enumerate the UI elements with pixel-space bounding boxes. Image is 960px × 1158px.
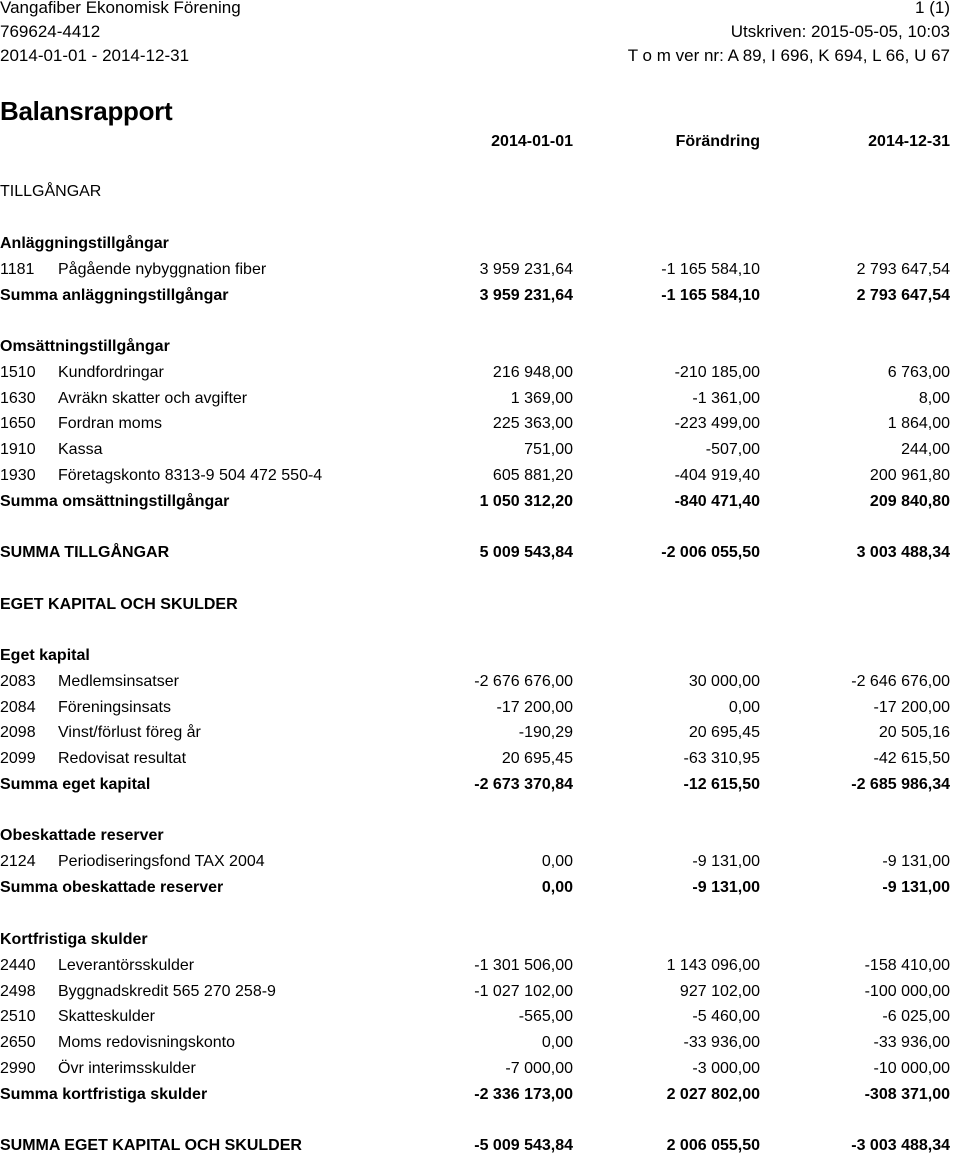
account-number: 2990	[0, 1060, 36, 1077]
value-opening: 751,00	[524, 441, 573, 458]
value-opening: -565,00	[518, 1008, 573, 1025]
value-closing: 20 505,16	[878, 724, 950, 741]
account-number: 2510	[0, 1008, 36, 1025]
sum-label: Summa obeskattade reserver	[0, 879, 224, 896]
value-change: 2 006 055,50	[666, 1137, 760, 1154]
value-change: 2 027 802,00	[666, 1086, 760, 1103]
account-number: 2098	[0, 724, 36, 741]
section-heading-liabilities	[0, 593, 960, 617]
value-closing: 244,00	[901, 441, 950, 458]
sum-label: Summa eget kapital	[0, 776, 151, 793]
group-heading-label: Eget kapital	[0, 647, 90, 664]
account-name: Pågående nybyggnation fiber	[58, 261, 267, 278]
group-heading-short-term-liabilities	[0, 928, 960, 952]
value-closing: -9 131,00	[882, 853, 950, 870]
value-closing: -3 003 488,34	[851, 1137, 950, 1154]
value-opening: -7 000,00	[505, 1060, 573, 1077]
account-name: Avräkn skatter och avgifter	[58, 390, 248, 407]
account-number: 2099	[0, 750, 36, 767]
table-row	[0, 696, 960, 720]
value-change: -63 310,95	[683, 750, 760, 767]
section-heading-label: EGET KAPITAL OCH SKULDER	[0, 596, 238, 613]
value-closing: -308 371,00	[864, 1086, 950, 1103]
column-header-opening: 2014-01-01	[491, 133, 573, 150]
sum-row	[0, 876, 960, 900]
value-closing: -100 000,00	[864, 983, 950, 1000]
account-name: Medlemsinsatser	[58, 673, 179, 690]
value-opening: 3 959 231,64	[479, 261, 573, 278]
value-opening: 216 948,00	[492, 364, 573, 381]
value-change: -9 131,00	[692, 879, 760, 896]
account-number: 2083	[0, 673, 36, 690]
version-info: T o m ver nr: A 89, I 696, K 694, L 66, U 67	[627, 46, 950, 65]
table-row	[0, 361, 960, 385]
org-name: Vangafiber Ekonomisk Förening	[0, 0, 241, 17]
account-number: 1930	[0, 467, 36, 484]
value-change: -3 000,00	[692, 1060, 760, 1077]
printed-date: Utskriven: 2015-05-05, 10:03	[730, 22, 950, 41]
value-opening: -5 009 543,84	[474, 1137, 573, 1154]
table-row	[0, 464, 960, 488]
value-change: 0,00	[728, 699, 760, 716]
account-name: Redovisat resultat	[58, 750, 187, 767]
value-change: -1 165 584,10	[661, 261, 760, 278]
value-change: -9 131,00	[692, 853, 760, 870]
value-opening: 0,00	[541, 879, 573, 896]
account-name: Byggnadskredit 565 270 258-9	[58, 983, 276, 1000]
group-heading-untaxed-reserves	[0, 824, 960, 848]
value-closing: -158 410,00	[864, 957, 950, 974]
account-number: 1650	[0, 415, 36, 432]
value-change: -5 460,00	[692, 1008, 760, 1025]
account-name: Leverantörsskulder	[58, 957, 195, 974]
org-number: 769624-4412	[0, 22, 101, 41]
account-name: Föreningsinsats	[58, 699, 171, 716]
value-opening: 5 009 543,84	[479, 544, 573, 561]
value-change: -33 936,00	[683, 1034, 760, 1051]
value-closing: -9 131,00	[882, 879, 950, 896]
value-change: -210 185,00	[674, 364, 760, 381]
total-row-liabilities	[0, 1134, 960, 1158]
table-row	[0, 258, 960, 282]
value-opening: 0,00	[541, 1034, 573, 1051]
sum-row	[0, 773, 960, 797]
value-opening: 1 369,00	[510, 390, 573, 407]
value-change: -1 165 584,10	[661, 287, 760, 304]
table-row	[0, 980, 960, 1004]
value-opening: -17 200,00	[496, 699, 573, 716]
value-change: 20 695,45	[688, 724, 760, 741]
account-name: Fordran moms	[58, 415, 163, 432]
table-row	[0, 1005, 960, 1029]
value-closing: 200 961,80	[869, 467, 950, 484]
table-row	[0, 412, 960, 436]
value-change: -2 006 055,50	[661, 544, 760, 561]
value-closing: 8,00	[918, 390, 950, 407]
value-closing: 1 864,00	[887, 415, 950, 432]
account-name: Skatteskulder	[58, 1008, 155, 1025]
value-opening: -1 027 102,00	[474, 983, 573, 1000]
column-header-closing: 2014-12-31	[868, 133, 950, 150]
table-row	[0, 438, 960, 462]
value-opening: -2 336 173,00	[474, 1086, 573, 1103]
section-heading-assets	[0, 180, 960, 204]
section-heading-label: TILLGÅNGAR	[0, 183, 102, 200]
column-headers	[0, 130, 960, 154]
value-opening: 1 050 312,20	[479, 493, 573, 510]
value-change: -404 919,40	[674, 467, 760, 484]
value-closing: 2 793 647,54	[856, 287, 950, 304]
table-row	[0, 721, 960, 745]
value-closing: -2 685 986,34	[851, 776, 950, 793]
account-number: 1910	[0, 441, 36, 458]
value-change: -1 361,00	[692, 390, 760, 407]
value-change: -840 471,40	[674, 493, 760, 510]
sum-label: Summa omsättningstillgångar	[0, 493, 230, 510]
group-heading-label: Anläggningstillgångar	[0, 235, 169, 252]
account-number: 2440	[0, 957, 36, 974]
value-change: 927 102,00	[679, 983, 760, 1000]
total-label: SUMMA TILLGÅNGAR	[0, 544, 170, 561]
group-heading-fixed-assets	[0, 232, 960, 256]
value-closing: 209 840,80	[869, 493, 950, 510]
value-closing: -17 200,00	[873, 699, 950, 716]
group-heading-label: Obeskattade reserver	[0, 827, 164, 844]
account-name: Företagskonto 8313-9 504 472 550-4	[58, 467, 323, 484]
account-number: 1181	[0, 261, 35, 278]
value-closing: -2 646 676,00	[851, 673, 950, 690]
value-change: -507,00	[705, 441, 760, 458]
page-number: 1 (1)	[915, 0, 950, 17]
sum-row	[0, 284, 960, 308]
group-heading-current-assets	[0, 335, 960, 359]
value-opening: 605 881,20	[492, 467, 573, 484]
value-closing: -42 615,50	[873, 750, 950, 767]
value-closing: -6 025,00	[882, 1008, 950, 1025]
account-name: Kundfordringar	[58, 364, 164, 381]
account-number: 1510	[0, 364, 36, 381]
account-number: 1630	[0, 390, 36, 407]
table-row	[0, 747, 960, 771]
value-opening: -190,29	[518, 724, 573, 741]
value-closing: 2 793 647,54	[856, 261, 950, 278]
group-heading-equity	[0, 644, 960, 668]
table-row	[0, 850, 960, 874]
value-closing: -33 936,00	[873, 1034, 950, 1051]
account-name: Kassa	[58, 441, 103, 458]
table-row	[0, 670, 960, 694]
sum-label: Summa kortfristiga skulder	[0, 1086, 208, 1103]
account-name: Vinst/förlust föreg år	[58, 724, 201, 741]
value-opening: 0,00	[541, 853, 573, 870]
value-opening: 20 695,45	[501, 750, 573, 767]
column-header-change: Förändring	[675, 133, 760, 150]
value-opening: 3 959 231,64	[479, 287, 573, 304]
account-name: Övr interimsskulder	[58, 1060, 196, 1077]
value-opening: 225 363,00	[492, 415, 573, 432]
account-number: 2084	[0, 699, 36, 716]
table-row	[0, 954, 960, 978]
group-heading-label: Omsättningstillgångar	[0, 338, 170, 355]
value-change: 1 143 096,00	[666, 957, 760, 974]
value-opening: -2 673 370,84	[474, 776, 573, 793]
group-heading-label: Kortfristiga skulder	[0, 931, 148, 948]
account-number: 2498	[0, 983, 36, 1000]
total-label: SUMMA EGET KAPITAL OCH SKULDER	[0, 1137, 302, 1154]
value-change: -12 615,50	[683, 776, 760, 793]
table-row	[0, 1031, 960, 1055]
account-number: 2650	[0, 1034, 36, 1051]
report-period: 2014-01-01 - 2014-12-31	[0, 46, 190, 65]
value-closing: -10 000,00	[873, 1060, 950, 1077]
account-name: Moms redovisningskonto	[58, 1034, 235, 1051]
sum-label: Summa anläggningstillgångar	[0, 287, 229, 304]
value-closing: 6 763,00	[887, 364, 950, 381]
sum-row	[0, 1083, 960, 1107]
value-closing: 3 003 488,34	[856, 544, 950, 561]
total-row-assets	[0, 541, 960, 565]
sum-row	[0, 490, 960, 514]
value-opening: -2 676 676,00	[474, 673, 573, 690]
value-change: -223 499,00	[674, 415, 760, 432]
value-change: 30 000,00	[688, 673, 760, 690]
value-opening: -1 301 506,00	[474, 957, 573, 974]
table-row	[0, 387, 960, 411]
table-row	[0, 1057, 960, 1081]
account-number: 2124	[0, 853, 36, 870]
account-name: Periodiseringsfond TAX 2004	[58, 853, 265, 870]
report-title: Balansrapport	[0, 96, 173, 126]
